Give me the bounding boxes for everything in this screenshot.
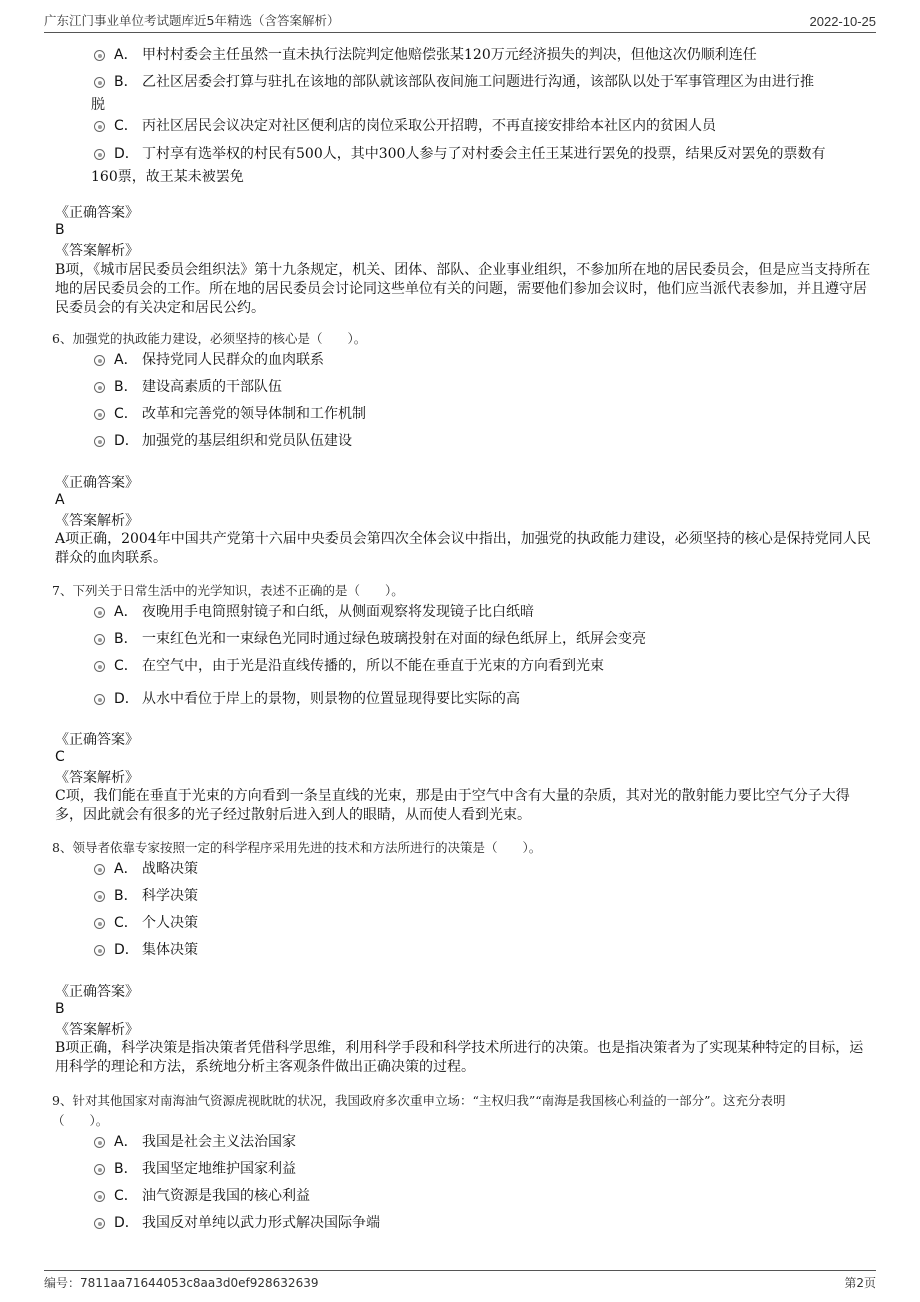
option-q8-d[interactable]: D． 集体决策 (94, 939, 874, 962)
option-q5-a[interactable]: A． 甲村村委会主任虽然一直未执行法院判定他赔偿张某120万元经济损失的判决，但他这次仍顺利连任 (94, 44, 874, 67)
option-q5-b[interactable]: B． 乙社区居委会打算与驻扎在该地的部队就该部队夜间施工问题进行沟通，该部队以处于军事管理区为由进行推 脱 (91, 74, 814, 113)
option-q5-c[interactable]: C． 丙社区居民会议决定对社区便利店的岗位采取公开招聘，不再直接安排给本社区内的贫困人员 (94, 115, 874, 138)
radio-icon[interactable] (94, 1164, 105, 1175)
question-8: 8、领导者依靠专家按照一定的科学程序采用先进的技术和方法所进行的决策是（ ）。 (52, 840, 542, 855)
option-q6-c[interactable]: C． 改革和完善党的领导体制和工作机制 (94, 403, 874, 426)
page-number: 第2页 (844, 1276, 876, 1290)
radio-icon[interactable] (94, 121, 105, 132)
q6-answer: A (55, 492, 65, 508)
option-q8-a[interactable]: A． 战略决策 (94, 858, 874, 881)
q7-answer: C (55, 749, 65, 765)
page-header (44, 10, 876, 33)
q7-explanation-label: 《答案解析》 (55, 770, 139, 786)
question-6: 6、加强党的执政能力建设，必须坚持的核心是（ ）。 (52, 331, 367, 346)
q5-explanation: B项，《城市居民委员会组织法》第十九条规定，机关、团体、部队、企业事业组织，不参加所在地的居民委员会，但是应当支持所在地的居民委员会的工作。所在地的居民委员会讨论同这些单位有关的问题，需要他们参加会议时，他们应当派代表参加，并且遵守居民委员会的有关决定和居民公约。 (55, 262, 871, 316)
option-q6-d[interactable]: D． 加强党的基层组织和党员队伍建设 (94, 430, 874, 453)
option-q9-c[interactable]: C． 油气资源是我国的核心利益 (94, 1185, 874, 1208)
radio-icon[interactable] (94, 77, 105, 88)
radio-icon[interactable] (94, 891, 105, 902)
q5-explanation-label: 《答案解析》 (55, 243, 139, 259)
option-q6-b[interactable]: B． 建设高素质的干部队伍 (94, 376, 874, 399)
option-q9-d[interactable]: D． 我国反对单纯以武力形式解决国际争端 (94, 1212, 874, 1235)
radio-icon[interactable] (94, 945, 105, 956)
question-7: 7、下列关于日常生活中的光学知识，表述不正确的是（ ）。 (52, 583, 404, 598)
option-q6-a[interactable]: A． 保持党同人民群众的血肉联系 (94, 349, 874, 372)
radio-icon[interactable] (94, 1137, 105, 1148)
q7-explanation: C项，我们能在垂直于光束的方向看到一条呈直线的光束，那是由于空气中含有大量的杂质，其对光的散射能力要比空气分子大得多，因此就会有很多的光子经过散射后进入到人的眼睛，从而使人看到光束。 (55, 788, 850, 823)
radio-icon[interactable] (94, 436, 105, 447)
option-q5-d[interactable]: D． 丁村享有选举权的村民有500人，其中300人参与了对村委会主任王某进行罢免的投票，结果反对罢免的票数有 160票，故王某未被罢免 (91, 146, 826, 185)
q6-answer-label: 《正确答案》 (55, 475, 139, 491)
radio-icon[interactable] (94, 50, 105, 61)
option-q9-b[interactable]: B． 我国坚定地维护国家利益 (94, 1158, 874, 1181)
radio-icon[interactable] (94, 607, 105, 618)
option-q7-a[interactable]: A． 夜晚用手电筒照射镜子和白纸，从侧面观察将发现镜子比白纸暗 (94, 601, 874, 624)
radio-icon[interactable] (94, 694, 105, 705)
question-9: 9、针对其他国家对南海油气资源虎视眈眈的状况，我国政府多次重申立场：“主权归我”“南海是我国核心利益的一部分”。这充分表明（ ）。 (52, 1093, 786, 1128)
radio-icon[interactable] (94, 1218, 105, 1229)
page-footer (44, 1270, 876, 1293)
radio-icon[interactable] (94, 918, 105, 929)
radio-icon[interactable] (94, 634, 105, 645)
document-date: 2022-10-25 (809, 14, 876, 29)
q7-answer-label: 《正确答案》 (55, 732, 139, 748)
option-q7-b[interactable]: B． 一束红色光和一束绿色光同时通过绿色玻璃投射在对面的绿色纸屏上，纸屏会变亮 (94, 628, 874, 651)
option-q9-a[interactable]: A． 我国是社会主义法治国家 (94, 1131, 874, 1154)
radio-icon[interactable] (94, 409, 105, 420)
q8-explanation-label: 《答案解析》 (55, 1022, 139, 1038)
radio-icon[interactable] (94, 864, 105, 875)
q8-answer-label: 《正确答案》 (55, 984, 139, 1000)
q6-explanation: A项正确，2004年中国共产党第十六届中央委员会第四次全体会议中指出，加强党的执政能力建设，必须坚持的核心是保持党同人民群众的血肉联系。 (55, 531, 871, 566)
option-q7-c[interactable]: C． 在空气中，由于光是沿直线传播的，所以不能在垂直于光束的方向看到光束 (94, 655, 874, 678)
document-id: 编号：7811aa71644053c8aa3d0ef928632639 (44, 1276, 319, 1290)
q8-answer: B (55, 1001, 65, 1017)
option-q8-c[interactable]: C． 个人决策 (94, 912, 874, 935)
option-q7-d[interactable]: D． 从水中看位于岸上的景物，则景物的位置显现得要比实际的高 (94, 688, 874, 711)
radio-icon[interactable] (94, 1191, 105, 1202)
radio-icon[interactable] (94, 149, 105, 160)
q8-explanation: B项正确，科学决策是指决策者凭借科学思维，利用科学手段和科学技术所进行的决策。也是指决策者为了实现某种特定的目标，运用科学的理论和方法，系统地分析主客观条件做出正确决策的过程。 (55, 1040, 864, 1075)
q5-answer-label: 《正确答案》 (55, 205, 139, 221)
option-q8-b[interactable]: B． 科学决策 (94, 885, 874, 908)
document-title: 广东江门事业单位考试题库近5年精选（含答案解析） (44, 13, 340, 28)
radio-icon[interactable] (94, 382, 105, 393)
radio-icon[interactable] (94, 661, 105, 672)
radio-icon[interactable] (94, 355, 105, 366)
q5-answer: B (55, 222, 65, 238)
q6-explanation-label: 《答案解析》 (55, 513, 139, 529)
